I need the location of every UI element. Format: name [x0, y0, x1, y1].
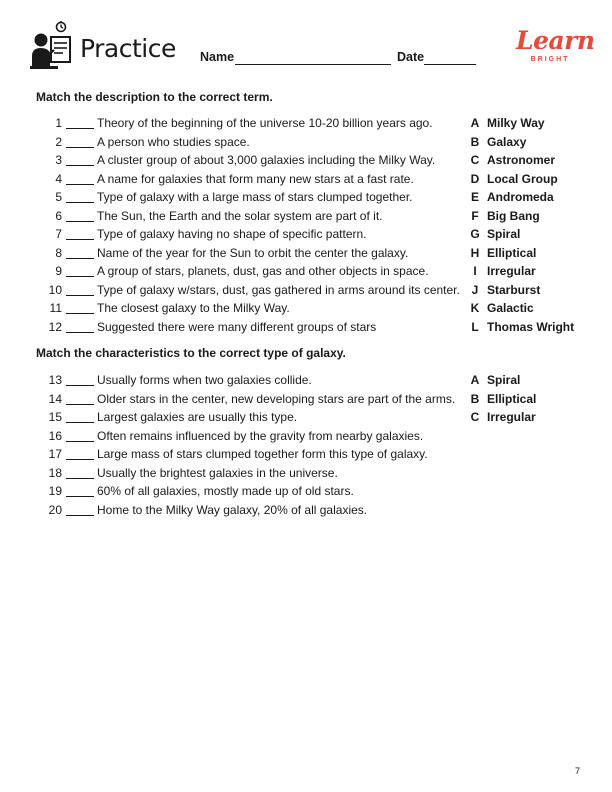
answer-letter: B [470, 134, 480, 149]
answer-blank[interactable] [66, 515, 94, 516]
answer-term: Irregular [487, 264, 536, 278]
answer-blank[interactable] [66, 295, 94, 296]
answer-blank[interactable] [66, 165, 94, 166]
answer-blank[interactable] [66, 202, 94, 203]
question-number: 18 [48, 465, 62, 480]
answer-term: Galaxy [487, 134, 527, 149]
student-at-board-icon [30, 20, 74, 70]
answer-letter: D [470, 171, 480, 186]
question-number: 10 [48, 282, 62, 297]
question-number: 2 [55, 134, 62, 149]
question-number: 20 [48, 502, 62, 517]
answer-blank[interactable] [66, 478, 94, 479]
answer-term: Starburst [487, 282, 541, 297]
answer-blank[interactable] [66, 496, 94, 497]
answer-letter: L [471, 319, 479, 334]
question-number: 4 [55, 171, 62, 186]
answer-term: Irregular [487, 410, 536, 424]
question-text: Largest galaxies are usually this type. [97, 410, 298, 424]
answer-term: Elliptical [487, 391, 537, 406]
question-text: A name for galaxies that form many new stars at a fast rate. [97, 171, 414, 186]
answer-letter: K [470, 301, 480, 315]
answer-term: Spiral [487, 373, 521, 387]
answer-blank[interactable] [66, 128, 94, 129]
answer-letter: C [470, 410, 480, 424]
question-text: 60% of all galaxies, mostly made up of old stars. [97, 484, 354, 498]
answer-blank[interactable] [66, 258, 94, 259]
answer-blank[interactable] [66, 147, 94, 148]
name-field-line[interactable] [235, 64, 391, 65]
question-text: Usually forms when two galaxies collide. [97, 373, 312, 387]
answer-blank[interactable] [66, 404, 94, 405]
answer-blank[interactable] [66, 276, 94, 277]
logo-text: Learn [516, 26, 595, 55]
question-number: 3 [55, 153, 62, 167]
question-number: 14 [48, 391, 62, 406]
question-number: 17 [48, 447, 62, 461]
answer-term: Galactic [487, 301, 534, 315]
page-title: Practice [80, 34, 176, 63]
answer-letter: H [470, 245, 480, 260]
section1-instruction: Match the description to the correct term. [36, 90, 273, 104]
question-text: A group of stars, planets, dust, gas and other objects in space. [97, 264, 429, 278]
answer-letter: F [471, 208, 479, 223]
question-text: Older stars in the center, new developing stars are part of the arms. [97, 391, 456, 406]
learn-bright-logo [516, 26, 595, 70]
question-text: Suggested there were many different groups of stars [97, 319, 377, 334]
question-text: The closest galaxy to the Milky Way. [97, 301, 290, 315]
answer-letter: G [470, 227, 480, 241]
section2-instruction: Match the characteristics to the correct type of galaxy. [36, 346, 346, 360]
question-number: 12 [48, 319, 62, 334]
answer-blank[interactable] [66, 313, 94, 314]
question-text: Often remains influenced by the gravity from nearby galaxies. [97, 428, 424, 443]
question-number: 13 [48, 373, 62, 387]
question-text: A person who studies space. [97, 134, 250, 149]
question-number: 1 [55, 116, 62, 130]
answer-blank[interactable] [66, 221, 94, 222]
answer-blank[interactable] [66, 184, 94, 185]
question-text: Usually the brightest galaxies in the universe. [97, 465, 338, 480]
answer-letter: E [470, 190, 479, 204]
question-number: 8 [55, 245, 62, 260]
question-text: Type of galaxy having no shape of specific pattern. [97, 227, 367, 241]
answer-letter: A [470, 373, 480, 387]
answer-letter: C [470, 153, 480, 167]
question-number: 6 [55, 208, 62, 223]
answer-letter: B [470, 391, 480, 406]
question-number: 11 [49, 301, 62, 315]
name-label: Name [200, 50, 235, 64]
answer-blank[interactable] [66, 239, 94, 240]
answer-blank[interactable] [66, 441, 94, 442]
answer-term: Andromeda [487, 190, 554, 204]
answer-blank[interactable] [66, 459, 94, 460]
logo-subtext: BRIGHT [530, 56, 570, 63]
date-field-line[interactable] [424, 64, 476, 65]
question-text: The Sun, the Earth and the solar system are part of it. [97, 208, 383, 223]
question-number: 9 [55, 264, 62, 278]
answer-blank[interactable] [66, 422, 94, 423]
date-label: Date [397, 50, 425, 64]
answer-term: Local Group [487, 171, 558, 186]
question-number: 5 [55, 190, 62, 204]
question-text: Name of the year for the Sun to orbit the center the galaxy. [97, 245, 409, 260]
question-text: Home to the Milky Way galaxy, 20% of all galaxies. [97, 502, 368, 517]
answer-letter: I [473, 264, 477, 278]
question-number: 19 [48, 484, 62, 498]
question-number: 16 [48, 428, 62, 443]
answer-term: Spiral [487, 227, 521, 241]
question-text: Theory of the beginning of the universe 10-20 billion years ago. [97, 116, 433, 130]
question-text: A cluster group of about 3,000 galaxies including the Milky Way. [97, 153, 436, 167]
answer-blank[interactable] [66, 385, 94, 386]
answer-letter: J [471, 282, 479, 297]
worksheet-header [30, 18, 595, 78]
answer-term: Big Bang [487, 208, 540, 223]
answer-term: Elliptical [487, 245, 537, 260]
question-text: Type of galaxy with a large mass of stars clumped together. [97, 190, 413, 204]
answer-blank[interactable] [66, 332, 94, 333]
answer-letter: A [470, 116, 480, 130]
question-number: 15 [48, 410, 62, 424]
question-text: Type of galaxy w/stars, dust, gas gathered in arms around its center. [97, 282, 460, 297]
answer-term: Thomas Wright [487, 319, 575, 334]
answer-term: Milky Way [487, 116, 545, 130]
page-number: 7 [575, 766, 581, 776]
question-number: 7 [55, 227, 62, 241]
answer-term: Astronomer [487, 153, 556, 167]
question-text: Large mass of stars clumped together form this type of galaxy. [97, 447, 428, 461]
